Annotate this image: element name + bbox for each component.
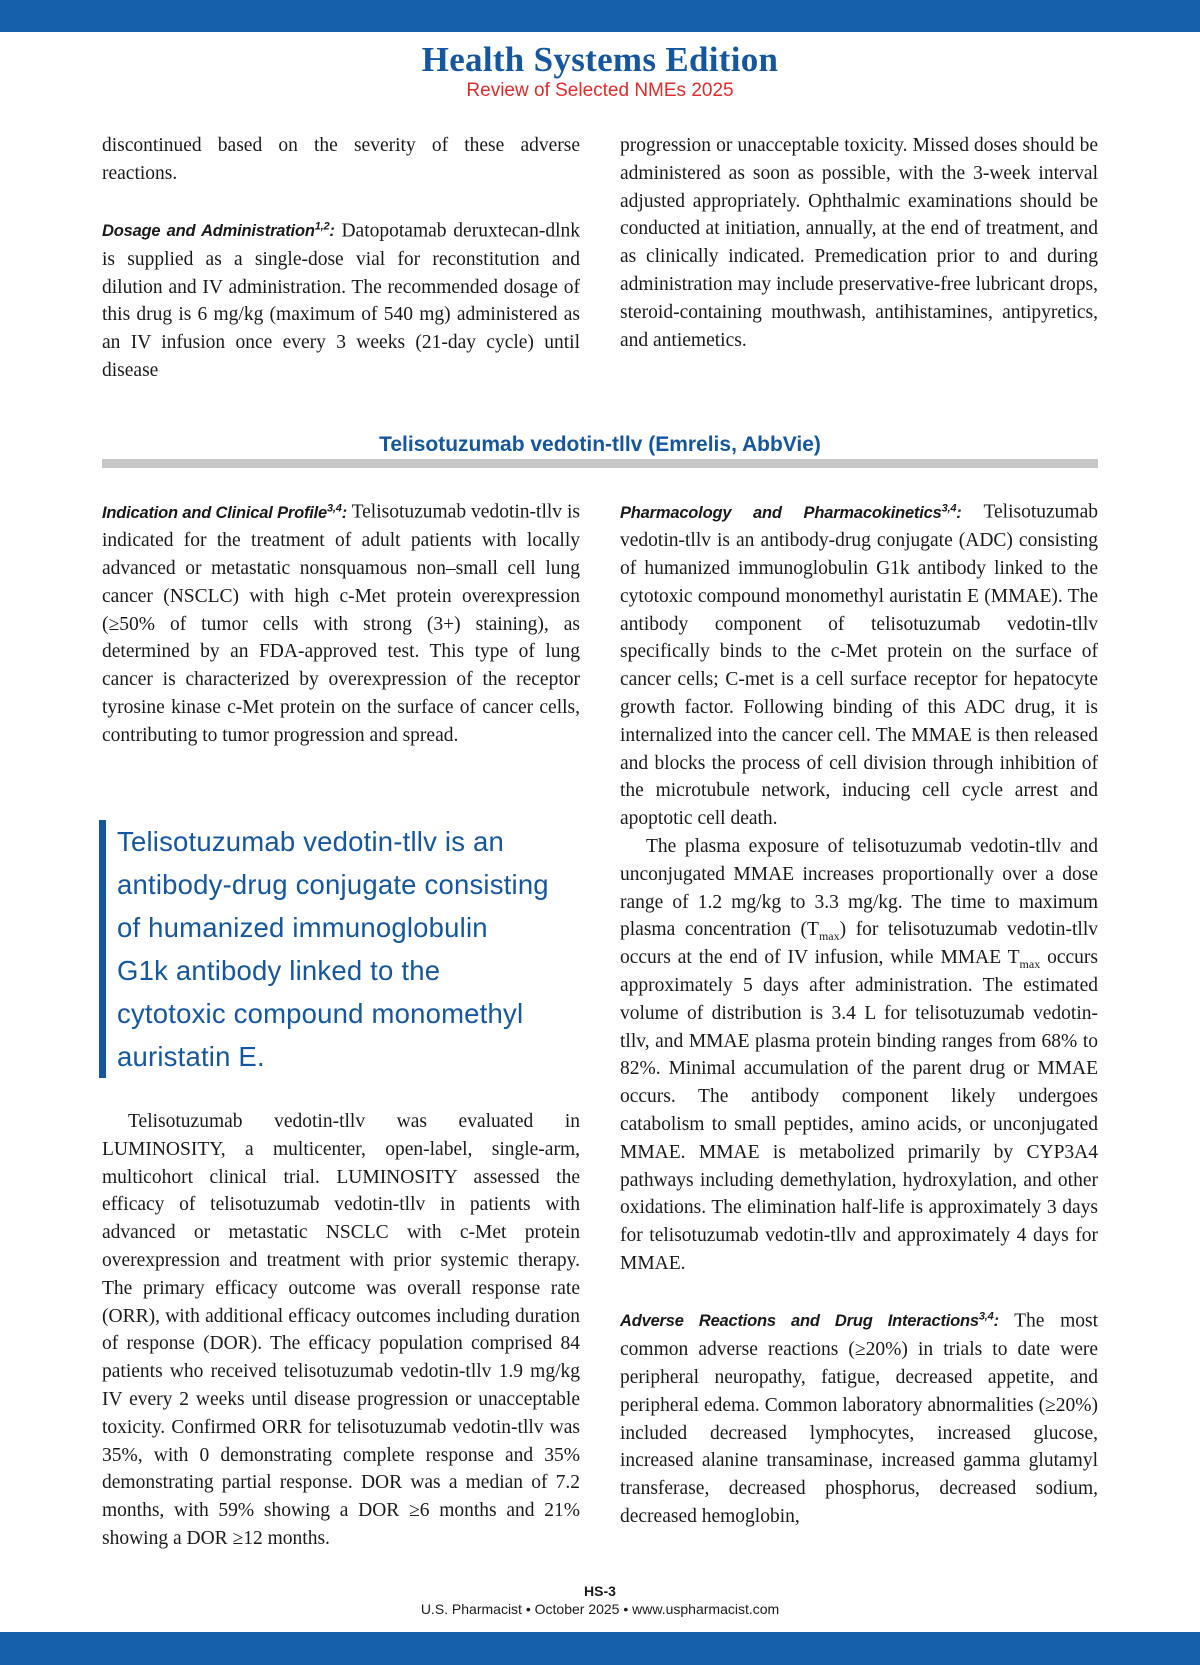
top-color-bar (0, 0, 1200, 32)
page-number: HS-3 (584, 1583, 616, 1599)
pull-quote-line: antibody-drug conjugate consisting (117, 869, 549, 900)
adverse-reactions-heading: Adverse Reactions and Drug Interactions$^{3,4}$: (620, 1310, 999, 1331)
pull-quote-line: Telisotuzumab vedotin-tllv is an (117, 826, 504, 857)
publication-subtitle: Review of Selected NMEs 2025 (466, 80, 734, 101)
masthead (0, 40, 1200, 102)
adverse-reactions-text: The most common adverse reactions (≥20%) in trials to date were peripheral neuropathy, fatigue, decreased appetite, and peripheral edema. Common laboratory abnormalities (≥20%) included decreased lymphocytes, increased glucose, increased alanine transaminase, increased gamma glutamyl transferase, decreased phosphorus, decreased sodium, decreased hemoglobin, (620, 1310, 1098, 1527)
pull-quote-line: auristatin E. (117, 1041, 265, 1072)
page-footer (0, 1582, 1200, 1618)
section-title: Telisotuzumab vedotin-tllv (Emrelis, AbbVie) (379, 433, 821, 456)
pull-quote-line: G1k antibody linked to the (117, 955, 441, 986)
pharmacology-heading: Pharmacology and Pharmacokinetics$^{3,4}$: (620, 502, 962, 522)
footer-source: U.S. Pharmacist • October 2025 • www.uspharmacist.com (420, 1601, 780, 1617)
pharmacology-text: Telisotuzumab vedotin-tllv is an antibody-drug conjugate (ADC) consisting of humanized immunoglobulin G1k antibody linked to the cytotoxic compound monomethyl auristatin E (MMAE). The antibody component of telisotuzumab vedotin-tllv specifically binds to the c-Met protein on the surface of cancer cells; C-met is a cell surface receptor for hepatocyte growth factor. Following binding of this ADC drug, it is internalized into the cancer cell. The MMAE is then released and blocks the process of cell division through inhibition of the microtubule network, inducing cell cycle arrest and apoptotic cell death. (620, 501, 1098, 830)
dosage-paragraph (102, 214, 580, 385)
indication-heading: Indication and Clinical Profile$^{3,4}$: (102, 502, 348, 522)
left-column-lower (102, 1108, 580, 1553)
pharmacokinetics-paragraph: The plasma exposure of telisotuzumab vedotin-tllv and unconjugated MMAE increases proportionally over a dose range of 1.2 mg/kg to 3.3 mg/kg. The time to maximum plasma concentration $(T_{max})$ for telisotuzumab vedotin-tllv occurs at the end of IV infusion, while MMAE $T_{max}$ occurs approximately 5 days after administration. The estimated volume of distribution is 3.4 L for telisotuzumab vedotin-tllv, and MMAE plasma protein binding ranges from 68% to 82%. Minimal accumulation of the parent drug or MMAE occurs. The antibody component likely undergoes catabolism to small peptides, amino acids, or unconjugated MMAE. MMAE is metabolized primarily by CYP3A4 pathways including demethylation, hydroxylation, and other oxidations. The elimination half-life is approximately 3 days for telisotuzumab vedotin-tllv and approximately 4 days for MMAE. (620, 836, 1098, 1275)
dosage-text: Datopotamab deruxtecan-dlnk is supplied as a single-dose vial for reconstitution and dilution and IV administration. The recommended dosage of this drug is 6 mg/kg (maximum of 540 mg) administered as an IV infusion once every 3 weeks (21-day cycle) until disease (102, 220, 580, 382)
indication-text: Telisotuzumab vedotin-tllv is indicated for the treatment of adult patients with locally advanced or metastatic nonsquamous non–small cell lung cancer (NSCLC) with high c-Met protein overexpression (≥50% of tumor cells with strong (3+) staining), as determined by an FDA-approved test. This type of lung cancer is characterized by overexpression of the receptor tyrosine kinase c-Met protein on the surface of cancer cells, contributing to tumor progression and spread. (102, 501, 580, 746)
continued-paragraph-right: progression or unacceptable toxicity. Missed doses should be administered as soon as possible, with the 3-week interval adjusted appropriately. Ophthalmic examinations should be conducted at initiation, annually, at the end of treatment, and as clinically indicated. Premedication prior to and during administration may include preservative-free lubricant drops, steroid-containing mouthwash, antihistamines, antipyretics, and antiemetics. (620, 135, 1098, 351)
indication-paragraph (102, 495, 580, 750)
dosage-heading: Dosage and Administration$^{1,2}$: (102, 220, 335, 241)
trial-paragraph: Telisotuzumab vedotin-tllv was evaluated in LUMINOSITY, a multicenter, open-label, single-arm, multicohort clinical trial. LUMINOSITY assessed the efficacy of telisotuzumab vedotin-tllv in patients with advanced or metastatic NSCLC with c-Met protein overexpression and treatment with prior systemic therapy. The primary efficacy outcome was overall response rate (ORR), with additional efficacy outcomes including duration of response (DOR). The efficacy population comprised 84 patients who received telisotuzumab vedotin-tllv 1.9 mg/kg IV every 2 weeks until disease progression or unacceptable toxicity. Confirmed ORR for telisotuzumab vedotin-tllv was 35%, with 0 demonstrating complete response and 35% demonstrating partial response. DOR was a median of 7.2 months, with 59% showing a DOR ≥6 months and 21% showing a DOR ≥12 months. (102, 1111, 580, 1549)
pull-quote-line: of humanized immunoglobulin (117, 912, 488, 943)
bottom-color-bar (0, 1632, 1200, 1665)
right-column (620, 495, 1098, 1531)
pull-quote-line: cytotoxic compound monomethyl (117, 998, 524, 1029)
left-column (102, 495, 580, 750)
top-right-column (620, 132, 1098, 354)
pharmacology-paragraph (620, 495, 1098, 833)
top-left-column (102, 132, 580, 385)
adverse-reactions-paragraph (620, 1304, 1098, 1531)
publication-title: Health Systems Edition (421, 40, 779, 79)
pull-quote (99, 820, 597, 1078)
continued-paragraph: discontinued based on the severity of these adverse reactions. (102, 135, 580, 184)
section-divider (102, 459, 1098, 468)
